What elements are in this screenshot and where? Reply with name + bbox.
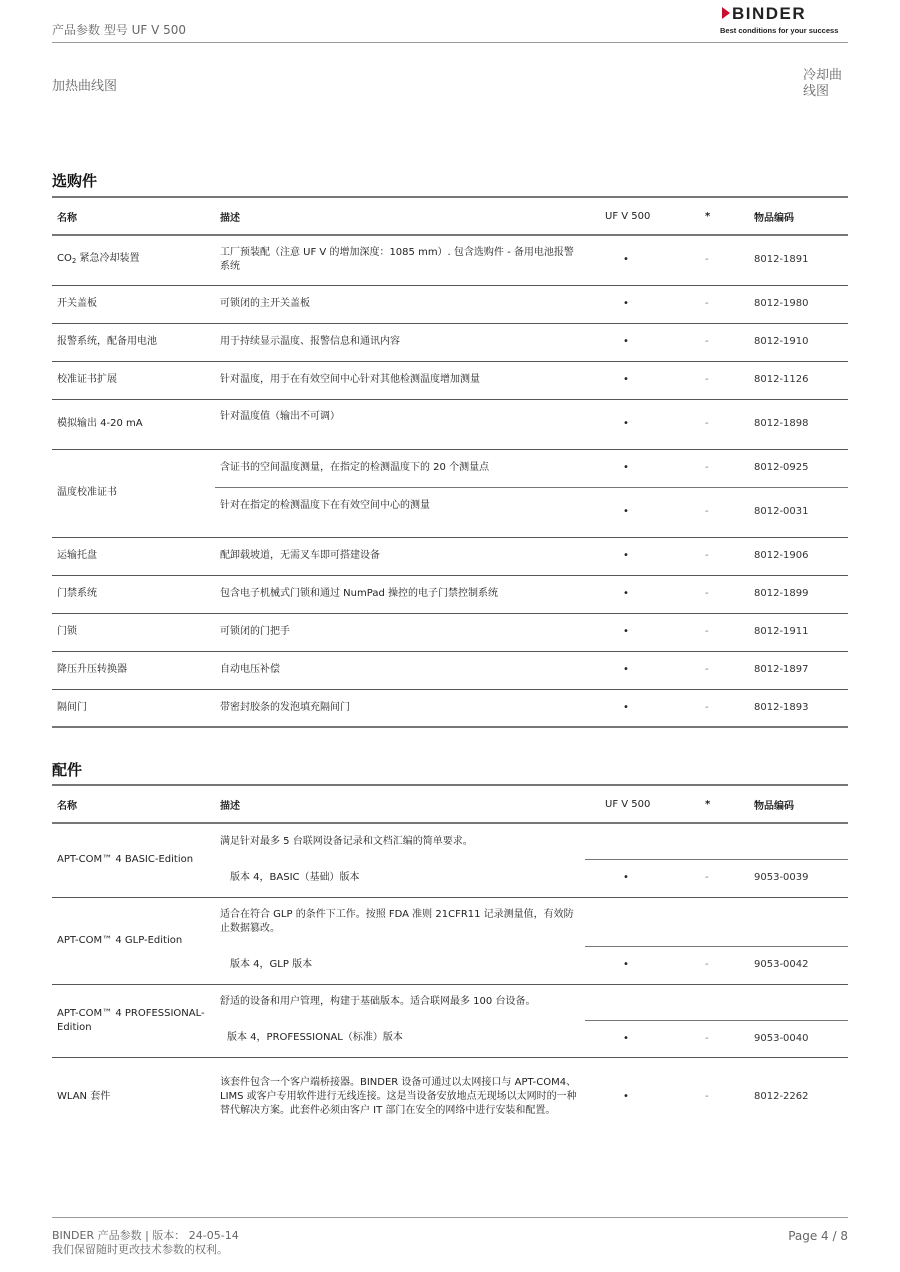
accessory-standard: •: [585, 859, 702, 897]
option-standard: •: [585, 651, 702, 689]
option-standard: •: [585, 613, 702, 651]
table-row: [52, 537, 848, 575]
accessory-spacer: [585, 984, 848, 1020]
accessory-desc: 舒适的设备和用户管理，构建于基础版本。适合联网最多 100 台设备。: [220, 996, 536, 1008]
option-name: $CO_2$ 紧急冷却装置: [52, 235, 215, 285]
logo-wordmark: BINDER: [732, 4, 807, 23]
option-star: -: [702, 323, 749, 361]
option-standard: •: [585, 537, 702, 575]
option-name: 门锁: [52, 613, 215, 651]
option-star: -: [702, 449, 749, 487]
table-row: [52, 361, 848, 399]
col-header-star: *: [702, 785, 749, 823]
document-title: 产品参数 型号 UF V 500: [52, 23, 187, 37]
option-name: 模拟输出 4-20 mA: [52, 399, 215, 449]
option-code: 8012-1126: [749, 361, 848, 399]
accessory-code: 8012-2262: [754, 1091, 809, 1103]
accessory-code: 9053-0042: [749, 946, 848, 984]
option-desc: 针对在指定的检测温度下在有效空间中心的测量: [215, 487, 585, 537]
option-standard: •: [585, 361, 702, 399]
options-section-title: 选购件: [52, 172, 98, 190]
accessories-header-row: [52, 785, 848, 823]
footer-disclaimer: 我们保留随时更改技术参数的权利。: [52, 1243, 228, 1256]
accessory-desc: 适合在符合 GLP 的条件下工作。按照 FDA 准则 21CFR11 记录测量值，有效防止数据篡改。: [220, 908, 574, 934]
option-standard: •: [585, 487, 702, 537]
accessory-code: 9053-0040: [749, 1020, 848, 1057]
option-star: -: [702, 575, 749, 613]
accessory-name: APT-COM™ 4 PROFESSIONAL-Edition: [52, 984, 215, 1057]
option-standard: •: [585, 235, 702, 285]
binder-logo: [718, 4, 848, 36]
cooling-curve-label: 冷却曲线图: [803, 68, 843, 99]
col-header-model: UF V 500: [585, 785, 702, 823]
option-star: -: [702, 285, 749, 323]
accessory-version: 版本 4，PROFESSIONAL（标准）版本: [215, 1020, 585, 1057]
option-desc: 可锁闭的主开关盖板: [215, 285, 585, 323]
accessories-section-title: 配件: [52, 761, 83, 779]
option-name: 门禁系统: [52, 575, 215, 613]
col-header-code: 物品编码: [749, 197, 848, 235]
table-row: [52, 823, 848, 859]
table-row: [52, 449, 848, 487]
option-standard: •: [585, 689, 702, 727]
option-code: 8012-1897: [749, 651, 848, 689]
table-row: [52, 235, 848, 285]
option-standard: •: [585, 575, 702, 613]
option-star: -: [702, 537, 749, 575]
col-header-desc: 描述: [215, 197, 585, 235]
col-header-name: 名称: [52, 785, 215, 823]
accessory-version: 版本 4，GLP 版本: [215, 946, 585, 984]
footer-version: BINDER 产品参数 | 版本： 24-05-14: [52, 1229, 239, 1242]
option-desc: 包含电子机械式门锁和通过 NumPad 操控的电子门禁控制系统: [215, 575, 585, 613]
option-standard: •: [585, 449, 702, 487]
option-star: -: [702, 487, 749, 537]
table-row: [52, 1057, 848, 1137]
option-name: 温度校准证书: [52, 449, 215, 537]
option-desc: 针对温度值（输出不可调）: [215, 399, 585, 449]
option-code: 8012-1906: [749, 537, 848, 575]
option-code: 8012-1911: [749, 613, 848, 651]
options-header-row: [52, 197, 848, 235]
page-footer: [52, 1217, 848, 1256]
table-row: [52, 399, 848, 449]
option-code: 8012-1899: [749, 575, 848, 613]
accessory-version: 版本 4，BASIC（基础）版本: [215, 859, 585, 897]
option-code: 8012-1898: [749, 399, 848, 449]
table-row: [52, 897, 848, 946]
option-star: -: [702, 613, 749, 651]
option-code: 8012-0031: [749, 487, 848, 537]
option-code: 8012-1980: [749, 285, 848, 323]
option-code: 8012-0925: [749, 449, 848, 487]
option-name: 运输托盘: [52, 537, 215, 575]
accessory-name: APT-COM™ 4 GLP-Edition: [52, 897, 215, 984]
accessory-spacer: [585, 823, 848, 859]
option-desc: 可锁闭的门把手: [215, 613, 585, 651]
table-row: [52, 689, 848, 727]
accessory-star: -: [702, 946, 749, 984]
option-standard: •: [585, 285, 702, 323]
accessory-standard: •: [585, 1020, 702, 1057]
logo-arrow-icon: [722, 7, 730, 19]
col-header-code: 物品编码: [749, 785, 848, 823]
option-desc: 自动电压补偿: [215, 651, 585, 689]
table-row: [52, 285, 848, 323]
col-header-star: *: [702, 197, 749, 235]
option-star: -: [702, 651, 749, 689]
table-row: [52, 323, 848, 361]
accessory-desc: 该套件包含一个客户端桥接器。BINDER 设备可通过以太网接口与 APT-COM4、LIMS 或客户专用软件进行无线连接。这是当设备安放地点无现场以太网时的一种替代解决方案。此套件必须由客户 IT 部门在安全的网络中进行安装和配置。: [220, 1077, 577, 1117]
option-desc: 针对温度，用于在有效空间中心针对其他检测温度增加测量: [215, 361, 585, 399]
col-header-model: UF V 500: [585, 197, 702, 235]
accessory-star: -: [702, 859, 749, 897]
option-name: 校准证书扩展: [52, 361, 215, 399]
option-standard: •: [585, 399, 702, 449]
option-star: -: [702, 361, 749, 399]
col-header-name: 名称: [52, 197, 215, 235]
option-desc: 配卸载坡道，无需叉车即可搭建设备: [215, 537, 585, 575]
table-row: [52, 613, 848, 651]
option-desc: 含证书的空间温度测量，在指定的检测温度下的 20 个测量点: [215, 449, 585, 487]
options-table: [52, 196, 848, 728]
option-star: -: [702, 689, 749, 727]
table-row: [52, 984, 848, 1020]
option-code: 8012-1891: [749, 235, 848, 285]
table-row: [52, 575, 848, 613]
footer-info: [52, 1229, 239, 1257]
option-name: 报警系统，配备用电池: [52, 323, 215, 361]
accessory-name: WLAN 套件: [57, 1091, 111, 1103]
accessory-star: -: [702, 1020, 749, 1057]
col-header-desc: 描述: [215, 785, 585, 823]
page-header: [52, 0, 848, 43]
accessory-desc: 满足针对最多 5 台联网设备记录和文档汇编的简单要求。: [220, 835, 473, 847]
option-name: 开关盖板: [52, 285, 215, 323]
option-star: -: [702, 235, 749, 285]
option-name: 隔间门: [52, 689, 215, 727]
table-row: [52, 651, 848, 689]
option-name: 降压升压转换器: [52, 651, 215, 689]
accessories-table: [52, 784, 848, 1137]
option-desc: 用于持续显示温度、报警信息和通讯内容: [215, 323, 585, 361]
accessory-name: APT-COM™ 4 BASIC-Edition: [52, 823, 215, 897]
option-desc: 工厂预装配（注意 UF V 的增加深度：1085 mm）. 包含选购件 - 备用电池报警系统: [215, 235, 585, 285]
option-desc: 带密封胶条的发泡填充隔间门: [215, 689, 585, 727]
option-code: 8012-1910: [749, 323, 848, 361]
page-number: Page 4 / 8: [788, 1229, 848, 1243]
option-code: 8012-1893: [749, 689, 848, 727]
accessory-standard: •: [585, 946, 702, 984]
heating-curve-label: 加热曲线图: [52, 79, 118, 94]
accessory-star: -: [705, 1091, 709, 1103]
option-star: -: [702, 399, 749, 449]
logo-slogan: Best conditions for your success: [720, 26, 839, 35]
accessory-spacer: [585, 897, 848, 946]
accessory-code: 9053-0039: [749, 859, 848, 897]
accessory-standard: •: [623, 1091, 629, 1103]
option-standard: •: [585, 323, 702, 361]
